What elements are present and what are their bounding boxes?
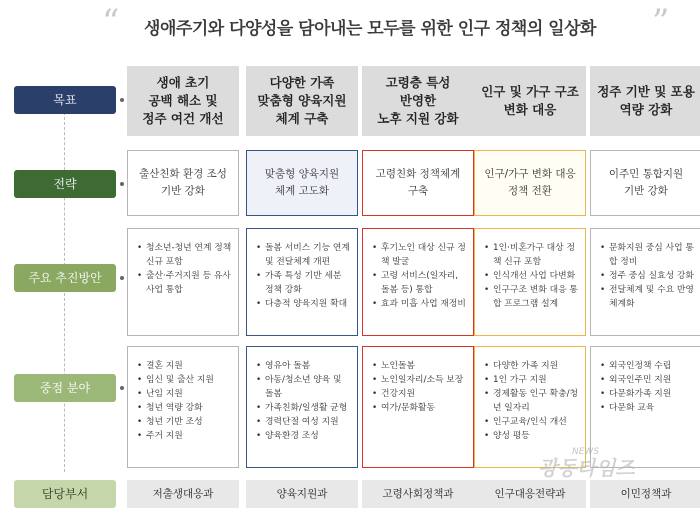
list-item: • 임신 및 출산 지원 (146, 373, 232, 387)
strategy-cell: 인구/가구 변화 대응 정책 전환 (474, 150, 586, 216)
row-label-goal (14, 86, 116, 114)
list-item: • 영유아 돌봄 (265, 359, 351, 373)
focus-cell (590, 346, 700, 468)
list-item: • 돌봄 서비스 기능 연계 및 전달체계 개편 (265, 241, 351, 269)
goal-cell: 고령층 특성 반영한 노후 지원 강화 (362, 66, 474, 136)
actions-cell (474, 228, 586, 336)
row-label-strategy (14, 170, 116, 198)
focus-list (363, 347, 473, 421)
focus-cell (362, 346, 474, 468)
list-item: • 다문화가족 지원 (609, 387, 695, 401)
strategy-cell: 고령친화 정책체계 구축 (362, 150, 474, 216)
department-cell: 저출생대응과 (127, 480, 239, 508)
row-label-department (14, 480, 116, 508)
watermark-logo: 광동타임즈 (538, 456, 635, 480)
focus-list (247, 347, 357, 449)
focus-list (591, 347, 700, 421)
list-item: • 양성 평등 (493, 429, 579, 443)
list-item: • 인구교육/인식 개선 (493, 415, 579, 429)
row-dot (120, 386, 124, 390)
list-item: • 노인돌봄 (381, 359, 467, 373)
department-cell: 인구대응전략과 (474, 480, 586, 508)
actions-list (591, 229, 700, 317)
list-item: • 가족 특성 기반 세분 정책 강화 (265, 269, 351, 297)
focus-list (475, 347, 585, 449)
actions-cell (362, 228, 474, 336)
list-item: • 문화지원 중심 사업 통합 정비 (609, 241, 695, 269)
department-cell: 양육지원과 (246, 480, 358, 508)
watermark-news: NEWS (572, 447, 600, 457)
list-item: • 다문화 교육 (609, 401, 695, 415)
row-label-department-text: 담당부서 (41, 487, 89, 501)
open-quote-mark: “ (102, 2, 120, 42)
focus-cell (246, 346, 358, 468)
goal-cell: 생애 초기 공백 해소 및 정주 여건 개선 (127, 66, 239, 136)
goal-cell: 다양한 가족 맞춤형 양육지원 체계 구축 (246, 66, 358, 136)
row-connector-line (64, 112, 66, 472)
goal-cell: 정주 기반 및 포용 역량 강화 (590, 66, 700, 136)
list-item: • 출산·주거지원 등 유사 사업 통합 (146, 269, 232, 297)
list-item: • 1인 가구 지원 (493, 373, 579, 387)
list-item: • 인식개선 사업 다변화 (493, 269, 579, 283)
list-item: • 여가/문화활동 (381, 401, 467, 415)
strategy-cell: 이주민 통합지원 기반 강화 (590, 150, 700, 216)
focus-cell (127, 346, 239, 468)
row-dot (120, 98, 124, 102)
list-item: • 청소년-청년 연계 정책 신규 포함 (146, 241, 232, 269)
list-item: • 아동/청소년 양육 및 돌봄 (265, 373, 351, 401)
list-item: • 외국인정책 수립 (609, 359, 695, 373)
list-item: • 외국인주민 지원 (609, 373, 695, 387)
strategy-cell: 맞춤형 양육지원 체계 고도화 (246, 150, 358, 216)
row-dot (120, 276, 124, 280)
list-item: • 건강지원 (381, 387, 467, 401)
list-item: • 효과 미흡 사업 재정비 (381, 297, 467, 311)
row-label-focus-text: 중점 분야 (39, 381, 91, 395)
list-item: • 주거 지원 (146, 429, 232, 443)
list-item: • 청년 기반 조성 (146, 415, 232, 429)
row-dot (120, 182, 124, 186)
department-cell: 고령사회정책과 (362, 480, 474, 508)
page-title: 생애주기와 다양성을 담아내는 모두를 위한 인구 정책의 일상화 (144, 19, 596, 39)
actions-list (247, 229, 357, 317)
actions-cell (246, 228, 358, 336)
actions-list (363, 229, 473, 317)
actions-cell (127, 228, 239, 336)
list-item: • 1인·비혼가구 대상 정책 신규 포함 (493, 241, 579, 269)
list-item: • 정주 중심 실효성 강화 (609, 269, 695, 283)
list-item: • 청년 역량 강화 (146, 401, 232, 415)
row-label-actions (14, 264, 116, 292)
list-item: • 노인일자리/소득 보장 (381, 373, 467, 387)
goal-cell: 인구 및 가구 구조 변화 대응 (474, 66, 586, 136)
row-label-goal-text: 목표 (53, 93, 77, 107)
focus-cell (474, 346, 586, 468)
list-item: • 후기노인 대상 신규 정책 발굴 (381, 241, 467, 269)
row-label-focus (14, 374, 116, 402)
list-item: • 난임 지원 (146, 387, 232, 401)
list-item: • 다양한 가족 지원 (493, 359, 579, 373)
list-item: • 가족친화/일생활 균형 (265, 401, 351, 415)
actions-list (475, 229, 585, 317)
list-item: • 고령 서비스(일자리, 돌봄 등) 통합 (381, 269, 467, 297)
list-item: • 양육환경 조성 (265, 429, 351, 443)
list-item: • 다층적 양육지원 확대 (265, 297, 351, 311)
row-label-actions-text: 주요 추진방안 (28, 271, 102, 285)
actions-cell (590, 228, 700, 336)
list-item: • 경제활동 인구 확충/청년 일자리 (493, 387, 579, 415)
list-item: • 경력단절 여성 지원 (265, 415, 351, 429)
list-item: • 전달체계 및 수요 반영 체계화 (609, 283, 695, 311)
department-cell: 이민정책과 (590, 480, 700, 508)
list-item: • 인구구조 변화 대응 통합 프로그램 설계 (493, 283, 579, 311)
strategy-cell: 출산친화 환경 조성 기반 강화 (127, 150, 239, 216)
close-quote-mark: ” (652, 2, 670, 42)
list-item: • 결혼 지원 (146, 359, 232, 373)
focus-list (128, 347, 238, 449)
row-label-strategy-text: 전략 (53, 177, 77, 191)
actions-list (128, 229, 238, 303)
